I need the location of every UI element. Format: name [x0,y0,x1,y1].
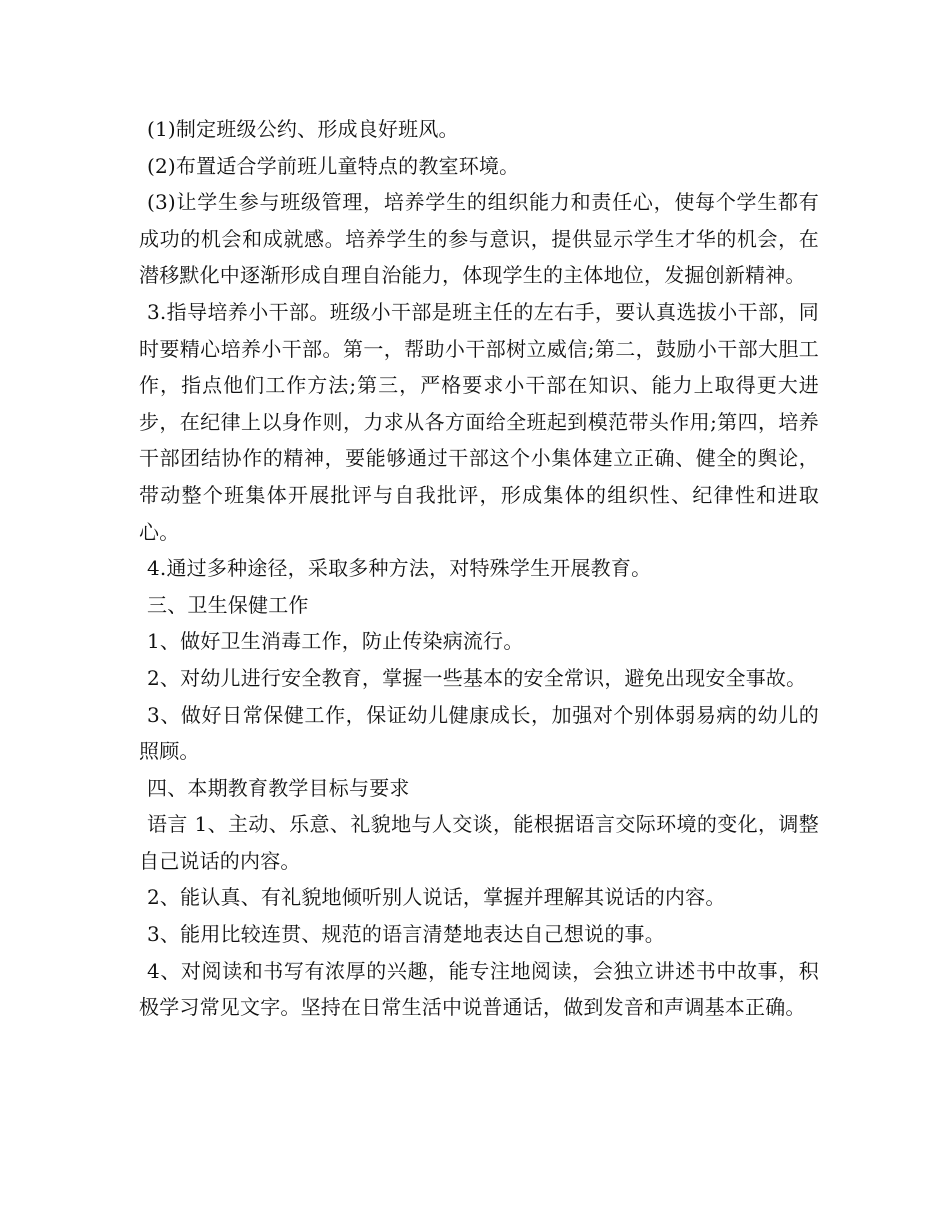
paragraph-safety-education: 2、对幼儿进行安全教育，掌握一些基本的安全常识，避免出现安全事故。 [147,665,807,690]
paragraph-language-goal-3: 3、能用比较连贯、规范的语言清楚地表达自己想说的事。 [147,922,665,947]
paragraph-student-participation: (3)让学生参与班级管理，培养学生的组织能力和责任心，使每个学生都有成功的机会和成就感。培养学生的参与意识，提供显示学生才华的机会，在潜移默化中逐渐形成自理自治能力，体现学生的主体地位，发掘创新精神。 [139,190,819,288]
paragraph-language-goal-2: 2、能认真、有礼貌地倾听别人说话，掌握并理解其说话的内容。 [147,885,726,910]
paragraph-class-cadres: 3.指导培养小干部。班级小干部是班主任的左右手，要认真选拔小干部，同时要精心培养小干部。第一，帮助小干部树立威信;第二，鼓励小干部大胆工作，指点他们工作方法;第三，严格要求小干部在知识、能力上取得更大进步，在纪律上以身作则，力求从各方面给全班起到模范带头作用;第四，培养干部团结协作的精神，要能够通过干部这个小集体建立正确、健全的舆论，带动整个班集体开展批评与自我批评，形成集体的组织性、纪律性和进取心。 [139,299,819,544]
paragraph-class-rules: (1)制定班级公约、形成良好班风。 [147,117,459,141]
paragraph-language-goal-4: 4、对阅读和书写有浓厚的兴趣，能专注地阅读，会独立讲述书中故事，积极学习常见文字。坚持在日常生活中说普通话，做到发音和声调基本正确。 [139,958,819,1020]
section-heading-teaching-goals: 四、本期教育教学目标与要求 [147,775,410,800]
paragraph-special-students: 4.通过多种途径，采取多种方法，对特殊学生开展教育。 [147,556,652,581]
document-body [139,111,819,1026]
paragraph-classroom-environment: (2)布置适合学前班儿童特点的教室环境。 [147,153,520,178]
paragraph-disinfection: 1、做好卫生消毒工作，防止传染病流行。 [147,629,524,654]
section-heading-health-care: 三、卫生保健工作 [147,592,309,617]
paragraph-daily-health: 3、做好日常保健工作，保证幼儿健康成长，加强对个别体弱易病的幼儿的照顾。 [139,702,819,764]
paragraph-language-goal-1: 语言 1、主动、乐意、礼貌地与人交谈，能根据语言交际环境的变化，调整自己说话的内容。 [139,812,819,873]
